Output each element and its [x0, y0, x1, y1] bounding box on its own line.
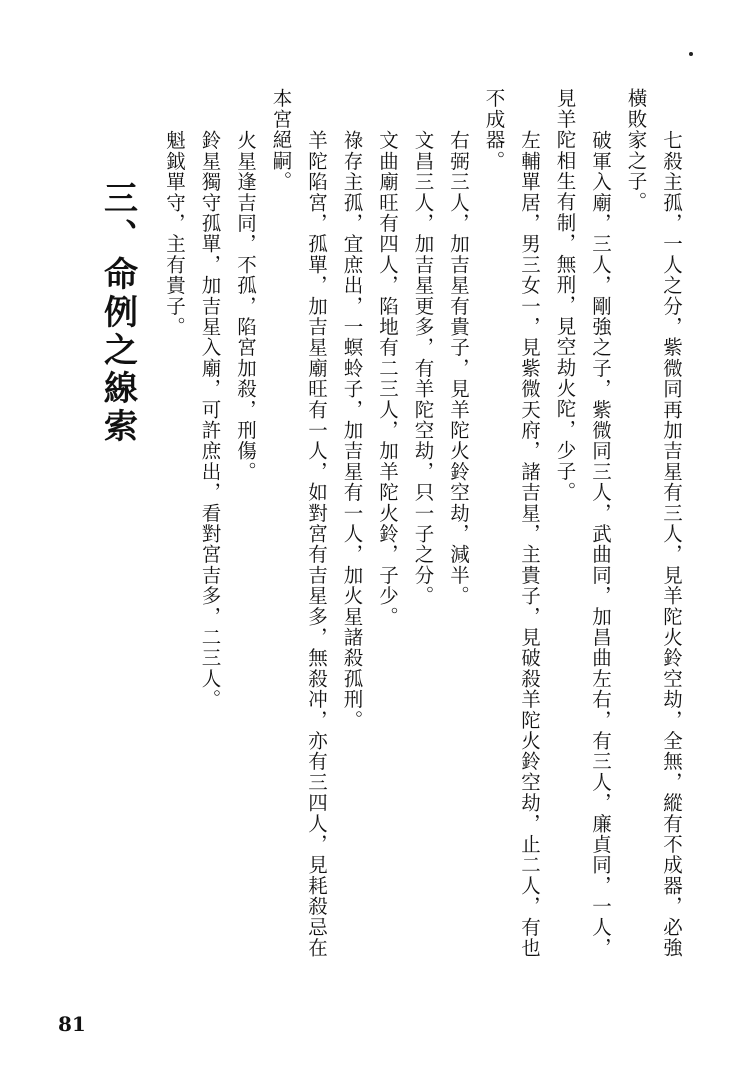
text-column: 本宮絕嗣。	[269, 88, 293, 192]
text-column: 魁鉞單守，主有貴子。	[163, 130, 186, 337]
page-number: 81	[58, 1012, 86, 1036]
text-column: 破軍入廟，三人，剛強之子，紫微同三人，武曲同，加昌曲左右，有三人，廉貞同，一人，	[589, 130, 612, 958]
text-column: 鈴星獨守孤單，加吉星入廟，可許庶出，看對宮吉多，二三人。	[198, 130, 222, 710]
text-column: 祿存主孤，宜庶出，一螟蛉子，加吉星有一人，加火星諸殺孤刑。	[340, 130, 364, 731]
text-column: 文昌三人，加吉星更多，有羊陀空劫，只一子之分。	[411, 130, 435, 607]
text-column: 七殺主孤，一人之分，紫微同再加吉星有三人，見羊陀火鈴空劫，全無，縱有不成器，必強	[660, 130, 683, 958]
ink-dot	[689, 52, 693, 56]
text-column: 見羊陀相生有制，無刑，見空劫火陀，少子。	[553, 88, 577, 502]
text-column: 右弼三人，加吉星有貴子，見羊陀火鈴空劫，減半。	[447, 130, 470, 607]
text-column: 文曲廟旺有四人，陷地有二三人，加羊陀火鈴，子少。	[376, 130, 399, 627]
section-heading: 三、命例之線索	[97, 180, 138, 446]
text-column: 羊陀陷宮，孤單，加吉星廟旺有一人，如對宮有吉星多，無殺冲，亦有三四人，見耗殺忌在	[305, 130, 328, 958]
text-column: 橫敗家之子。	[624, 88, 648, 213]
text-column: 火星逢吉同，不孤，陷宮加殺，刑傷。	[234, 130, 257, 482]
text-column: 不成器。	[482, 88, 506, 171]
vertical-text-block	[79, 88, 690, 1008]
text-column: 左輔單居，男三女一，見紫微天府，諸吉星，主貴子，見破殺羊陀火鈴空劫，止二人，有也	[518, 130, 541, 958]
